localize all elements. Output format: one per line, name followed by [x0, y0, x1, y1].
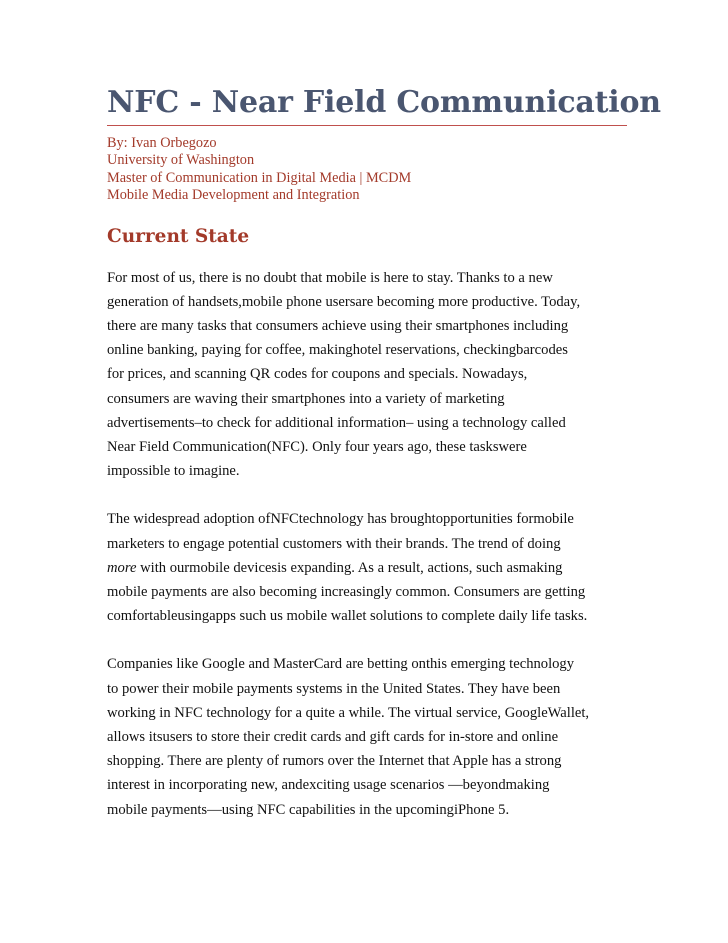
paragraph-3: [107, 652, 627, 821]
document-title: NFC - Near Field Communication: [107, 84, 627, 126]
paragraph-line: Companies like Google and MasterCard are betting onthis emerging technology: [107, 656, 575, 673]
paragraph-line: impossible to imagine.: [107, 463, 240, 480]
paragraph-line: Near Field Communication(NFC). Only four years ago, these taskswere: [107, 438, 527, 455]
paragraph-line-rest: with ourmobile devicesis expanding. As a result, actions, such asmaking: [140, 559, 563, 576]
paragraph-line: shopping. There are plenty of rumors over the Internet that Apple has a strong: [107, 753, 562, 770]
document-body: [107, 84, 661, 822]
section-heading: Current State: [107, 226, 250, 248]
paragraph-line: interest in incorporating new, andexciting usage scenarios —beyondmaking: [107, 777, 550, 794]
byline-university: University of Washington: [107, 152, 255, 169]
byline-program: Master of Communication in Digital Media | MCDM: [107, 169, 412, 186]
paragraph-line: online banking, paying for coffee, makinghotel reservations, checkingbarcodes: [107, 342, 568, 359]
paragraph-2: [107, 507, 627, 628]
paragraph-line: For most of us, there is no doubt that mobile is here to stay. Thanks to a new: [107, 269, 553, 286]
paragraph-line: to power their mobile payments systems in the United States. They have been: [107, 680, 561, 697]
paragraph-line: working in NFC technology for a quite a while. The virtual service, GoogleWallet,: [107, 704, 590, 721]
paragraph-1: [107, 266, 627, 484]
paragraph-line: mobile payments are also becoming increasingly common. Consumers are getting: [107, 583, 586, 600]
paragraph-line: advertisements–to check for additional information– using a technology called: [107, 414, 566, 431]
author-byline: [107, 135, 627, 204]
paragraph-line: comfortableusingapps such us mobile wallet solutions to complete daily life tasks.: [107, 608, 588, 625]
paragraph-line: there are many tasks that consumers achieve using their smartphones including: [107, 317, 569, 334]
paragraph-line: marketers to engage potential customers with their brands. The trend of doing: [107, 535, 561, 552]
byline-course: Mobile Media Development and Integration: [107, 186, 360, 203]
byline-author: By: Ivan Orbegozo: [107, 135, 217, 151]
paragraph-line: mobile payments—using NFC capabilities in the upcomingiPhone 5.: [107, 801, 510, 818]
paragraph-line: for prices, and scanning QR codes for coupons and specials. Nowadays,: [107, 366, 528, 383]
paragraph-line: The widespread adoption ofNFCtechnology has broughtopportunities formobile: [107, 511, 574, 528]
paragraph-line-with-emphasis: [107, 556, 627, 580]
paragraph-line: allows itsusers to store their credit cards and gift cards for in-store and online: [107, 728, 559, 745]
paragraph-line: generation of handsets,mobile phone usersare becoming more productive. Today,: [107, 293, 581, 310]
paragraph-line: consumers are waving their smartphones into a variety of marketing: [107, 390, 505, 407]
emphasis-word: more: [107, 559, 137, 576]
